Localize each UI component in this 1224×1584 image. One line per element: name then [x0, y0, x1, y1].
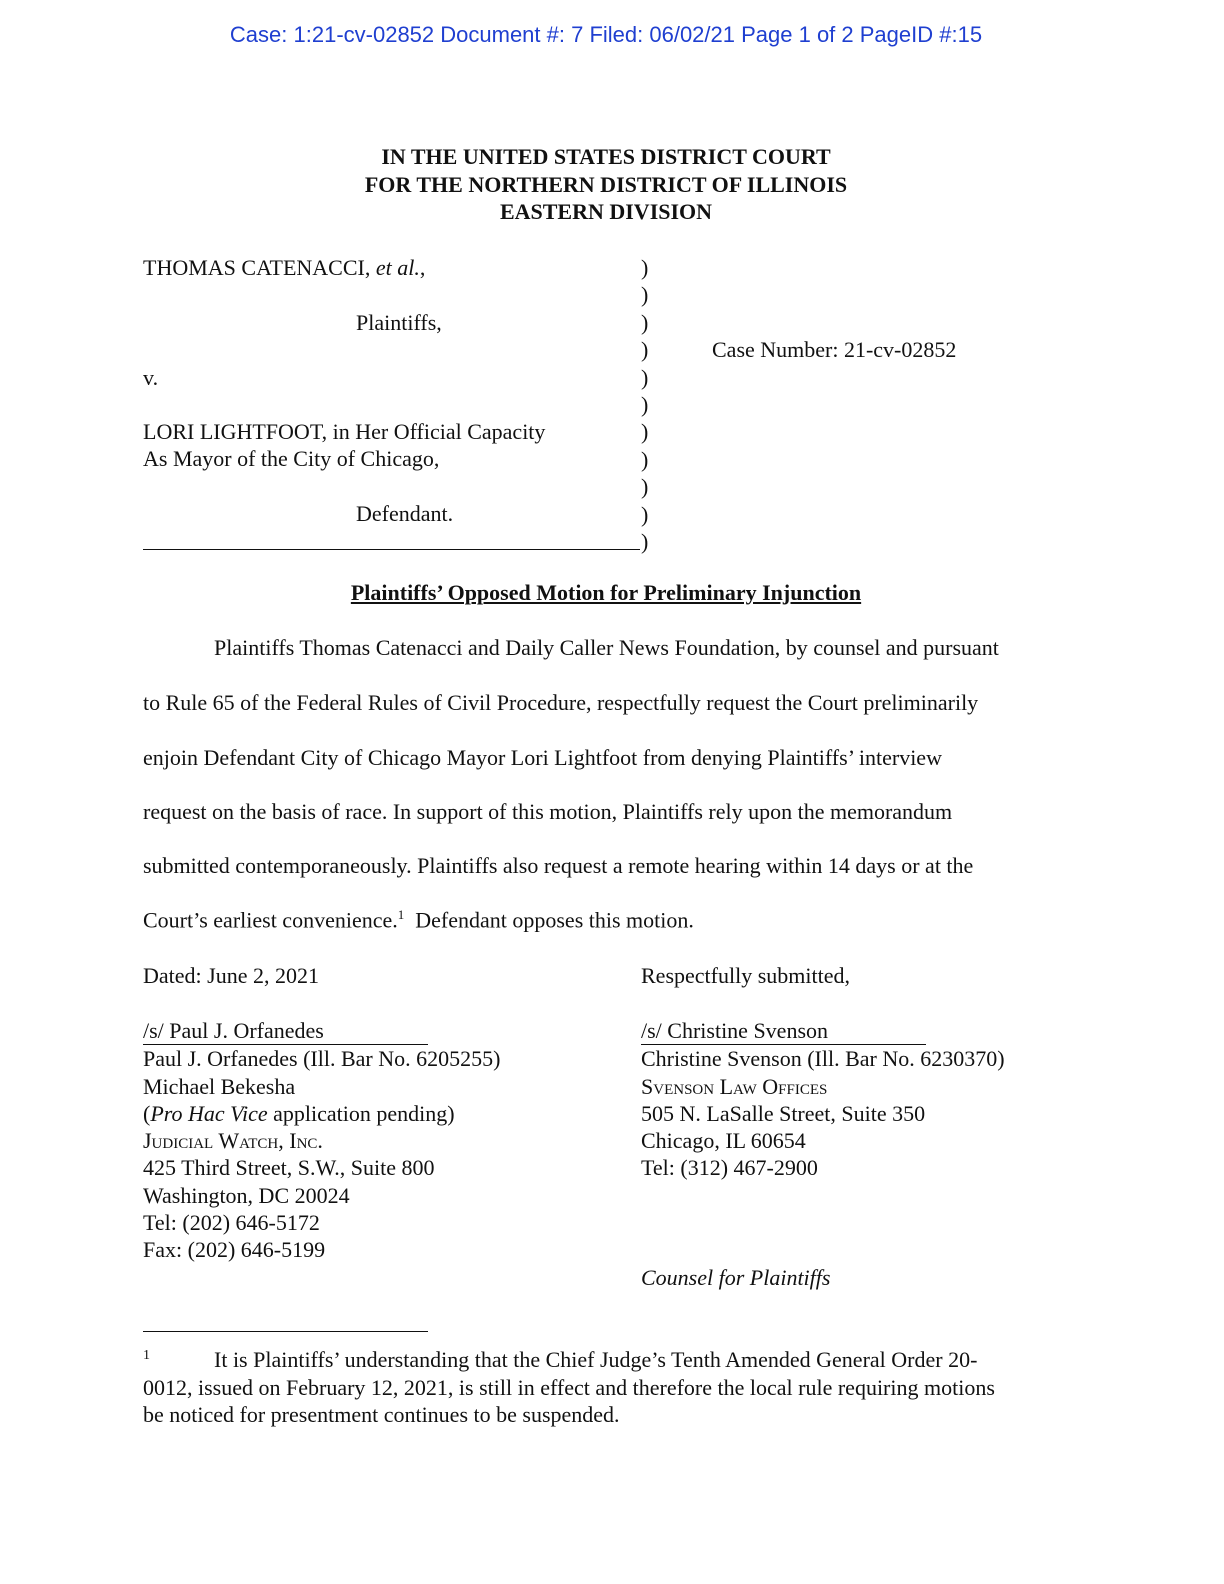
- pro-hac-vice-line: [143, 1100, 500, 1127]
- paren: ): [641, 255, 649, 280]
- right-city: Chicago, IL 60654: [641, 1128, 806, 1154]
- paren: ): [641, 364, 649, 390]
- body-line-6: [143, 907, 694, 933]
- body-line-3: enjoin Defendant City of Chicago Mayor Lori Lightfoot from denying Plaintiffs’ interview: [143, 745, 942, 770]
- left-city: Washington, DC 20024: [143, 1182, 350, 1208]
- paren: ): [641, 501, 649, 527]
- second-attorney-name: Michael Bekesha: [143, 1073, 296, 1099]
- plaintiffs-label: Plaintiffs,: [356, 310, 442, 335]
- phv-italic: Pro Hac Vice: [150, 1100, 268, 1126]
- left-signature: [143, 1017, 500, 1045]
- right-tel: Tel: (312) 467-2900: [641, 1155, 818, 1181]
- motion-title: Plaintiffs’ Opposed Motion for Preliminary Injunction: [350, 580, 862, 605]
- plaintiff-name: [143, 254, 425, 281]
- plaintiff-comma: ,: [419, 255, 426, 280]
- left-address: 425 Third Street, S.W., Suite 800: [143, 1155, 435, 1181]
- paren: ): [641, 337, 649, 363]
- right-signature-block: [641, 1017, 1005, 1182]
- footnote-number: 1: [143, 1348, 150, 1363]
- left-tel: Tel: (202) 646-5172: [143, 1210, 320, 1236]
- paren: ): [641, 309, 649, 335]
- paren: ): [641, 446, 649, 472]
- court-line-1: IN THE UNITED STATES DISTRICT COURT: [381, 144, 831, 169]
- right-firm-name: Svenson Law Offices: [641, 1073, 828, 1099]
- court-line-3: EASTERN DIVISION: [499, 199, 713, 224]
- right-signature-text: /s/ Christine Svenson: [641, 1017, 926, 1045]
- left-signature-text: /s/ Paul J. Orfanedes: [143, 1017, 428, 1045]
- caption-underline: [143, 549, 640, 550]
- respectfully-submitted: Respectfully submitted,: [641, 963, 850, 988]
- right-address: 505 N. LaSalle Street, Suite 350: [641, 1100, 926, 1126]
- paren: ): [641, 392, 649, 418]
- body-line-5: submitted contemporaneously. Plaintiffs also request a remote hearing within 14 days or at the: [143, 853, 974, 878]
- paren: ): [641, 474, 649, 500]
- left-firm-name: Judicial Watch, Inc.: [143, 1128, 323, 1154]
- counsel-for-plaintiffs: Counsel for Plaintiffs: [641, 1265, 831, 1290]
- footnote-reference[interactable]: 1: [397, 907, 405, 922]
- defendant-line-2: As Mayor of the City of Chicago,: [143, 446, 440, 471]
- footnote-separator: [143, 1331, 428, 1332]
- case-number: Case Number: 21-cv-02852: [712, 337, 957, 362]
- body-line-4: request on the basis of race. In support of this motion, Plaintiffs rely upon the memorandum: [143, 799, 953, 824]
- court-line-2: FOR THE NORTHERN DISTRICT OF ILLINOIS: [364, 171, 848, 197]
- paren: ): [641, 529, 649, 555]
- left-signature-block: [143, 1017, 500, 1264]
- body-line-6-a: Court’s earliest convenience.: [143, 907, 398, 933]
- court-heading: [0, 143, 1212, 226]
- footnote: [143, 1346, 1073, 1429]
- paren: ): [641, 282, 649, 308]
- paren: ): [641, 419, 649, 445]
- right-attorney-name: Christine Svenson (Ill. Bar No. 6230370): [641, 1046, 1005, 1072]
- dated-line: Dated: June 2, 2021: [143, 963, 319, 988]
- left-fax: Fax: (202) 646-5199: [143, 1237, 326, 1263]
- body-line-2: to Rule 65 of the Federal Rules of Civil Procedure, respectfully request the Court preliminarily: [143, 690, 979, 715]
- phv-open: (: [143, 1100, 151, 1126]
- versus-label: v.: [143, 365, 159, 390]
- et-al-text: et al.: [375, 255, 420, 280]
- phv-rest: application pending): [267, 1100, 455, 1126]
- body-line-1: Plaintiffs Thomas Catenacci and Daily Caller News Foundation, by counsel and pursuant: [214, 635, 999, 660]
- footnote-line-2: 0012, issued on February 12, 2021, is still in effect and therefore the local rule requiring motions: [143, 1374, 995, 1400]
- caption-parentheses: [641, 254, 648, 555]
- right-signature: [641, 1017, 1005, 1045]
- plaintiff-name-text: THOMAS CATENACCI,: [143, 255, 376, 280]
- defendant-label: Defendant.: [356, 501, 454, 526]
- footnote-line-1: It is Plaintiffs’ understanding that the Chief Judge’s Tenth Amended General Order 20-: [214, 1347, 978, 1372]
- ecf-header-stamp: Case: 1:21-cv-02852 Document #: 7 Filed: 06/02/21 Page 1 of 2 PageID #:15: [229, 22, 983, 47]
- footnote-line-3: be noticed for presentment continues to be suspended.: [143, 1402, 620, 1427]
- body-line-6-b: Defendant opposes this motion.: [404, 907, 694, 933]
- left-attorney-name: Paul J. Orfanedes (Ill. Bar No. 6205255): [143, 1046, 501, 1072]
- defendant-line-1: LORI LIGHTFOOT, in Her Official Capacity: [143, 419, 546, 444]
